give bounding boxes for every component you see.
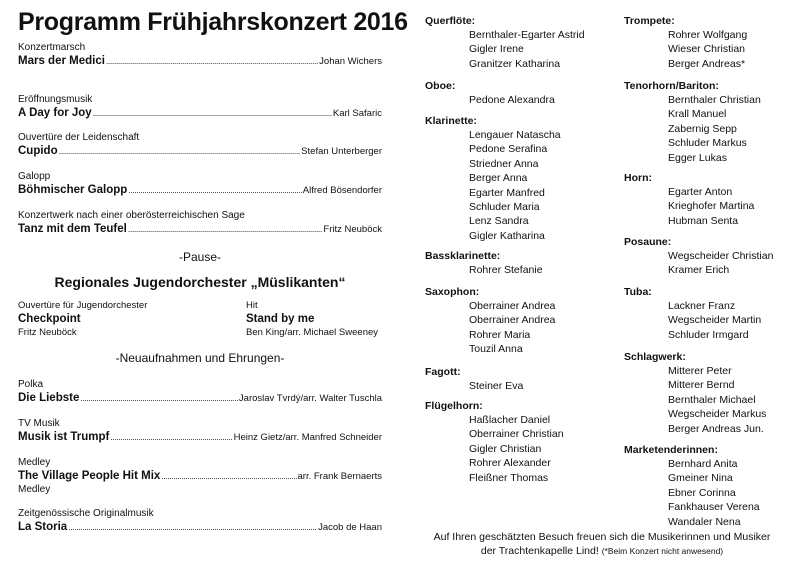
member-name: Rohrer Stefanie <box>469 264 543 276</box>
neuaufnahmen-heading: -Neuaufnahmen und Ehrungen- <box>115 351 285 365</box>
member-name: Egger Lukas <box>668 151 727 164</box>
member-name: Rohrer Maria <box>469 328 531 341</box>
member-name: Bernhard Anita <box>668 458 738 470</box>
member-name: Gigler Irene <box>469 43 524 56</box>
program-item <box>18 508 382 535</box>
member-name: Rohrer Wolfgang <box>668 29 748 41</box>
section-heading: Querflöte: <box>425 15 476 27</box>
piece-category: Konzertmarsch <box>18 42 86 53</box>
member-name: Haßlacher Daniel <box>469 414 551 426</box>
piece-category: Galopp <box>18 171 51 182</box>
member-name: Oberrainer Andrea <box>469 300 556 312</box>
leader-dots <box>106 54 318 68</box>
piece-title: The Village People Hit Mix <box>18 470 161 482</box>
member-name: Fankhauser Verena <box>668 501 760 514</box>
member-name: Lenz Sandra <box>469 215 529 228</box>
member-name: Krall Manuel <box>668 108 727 121</box>
section <box>425 249 543 277</box>
member-name: Bernthaler Christian <box>668 94 761 106</box>
piece-category: Eröffnungsmusik <box>18 94 93 105</box>
piece-category: TV Musik <box>18 418 60 429</box>
section <box>624 285 761 342</box>
piece-category: Ouvertüre für Jugendorchester <box>18 300 148 311</box>
member-name: Wandaler Nena <box>668 515 741 528</box>
leader-dots <box>80 391 238 405</box>
program-item <box>18 171 382 198</box>
piece-composer: Ben King/arr. Michael Sweeney <box>246 327 379 338</box>
section <box>624 171 754 228</box>
section <box>425 14 585 71</box>
piece-composer: Karl Safaric <box>332 108 382 119</box>
member-name: Mitterer Peter <box>668 365 732 377</box>
section <box>425 79 555 107</box>
member-name: Wieser Christian <box>668 43 746 56</box>
program-item <box>18 210 382 237</box>
leader-dots <box>59 144 301 158</box>
member-name: Steiner Eva <box>469 380 524 392</box>
section <box>425 365 523 393</box>
member-name: Granitzer Katharina <box>469 57 561 70</box>
member-name: Schluder Irmgard <box>668 328 749 341</box>
member-name: Gmeiner Nina <box>668 472 733 485</box>
leader-dots <box>110 430 232 444</box>
member-name: Krieghofer Martina <box>668 200 755 213</box>
member-name: Pedone Serafina <box>469 143 548 156</box>
piece-note: Medley <box>18 484 51 495</box>
member-name: Gigler Christian <box>469 442 542 455</box>
piece-composer: Jacob de Haan <box>318 522 382 533</box>
piece-composer: Alfred Bösendorfer <box>302 185 382 196</box>
member-name: Oberrainer Christian <box>469 428 564 441</box>
program-item <box>18 42 382 69</box>
pause-heading: -Pause- <box>178 250 222 264</box>
footer-line-2: der Trachtenkapelle Lind! <box>480 545 599 557</box>
piece-title: A Day for Joy <box>18 107 92 119</box>
piece-category: Hit <box>246 300 258 311</box>
section <box>624 79 761 165</box>
section-heading: Bassklarinette: <box>425 250 501 262</box>
member-name: Oberrainer Andrea <box>469 314 556 327</box>
member-name: Bernthaler-Egarter Astrid <box>469 29 585 41</box>
piece-title: Die Liebste <box>18 392 80 404</box>
leader-dots <box>93 106 332 120</box>
piece-composer: Stefan Unterberger <box>301 146 382 157</box>
member-name: Ebner Corinna <box>668 486 736 499</box>
program-item <box>18 94 382 121</box>
piece-category: Ouvertüre der Leidenschaft <box>18 132 140 143</box>
member-name: Wegscheider Christian <box>668 250 774 262</box>
member-name: Lengauer Natascha <box>469 129 561 141</box>
section <box>624 14 747 71</box>
member-name: Lackner Franz <box>668 300 736 312</box>
member-name: Mitterer Bernd <box>668 379 735 392</box>
leader-dots <box>128 183 302 197</box>
member-name: Gigler Katharina <box>469 229 545 242</box>
member-name: Bernthaler Michael <box>668 393 756 406</box>
section-heading: Oboe: <box>425 80 456 92</box>
section <box>624 350 766 436</box>
program-item <box>18 418 382 445</box>
member-name: Wegscheider Martin <box>668 314 762 327</box>
piece-composer: Fritz Neuböck <box>323 224 382 235</box>
program-item <box>18 132 382 159</box>
member-name: Zabernig Sepp <box>668 122 737 135</box>
piece-composer: Johan Wichers <box>319 56 382 67</box>
member-name: Berger Anna <box>469 172 528 185</box>
section-heading: Posaune: <box>624 236 672 248</box>
section-heading: Tenorhorn/Bariton: <box>624 80 719 92</box>
member-name: Hubman Senta <box>668 214 739 227</box>
leader-dots <box>128 222 323 236</box>
youth-piece <box>246 300 426 339</box>
member-name: Rohrer Alexander <box>469 457 551 470</box>
member-name: Egarter Anton <box>668 186 733 198</box>
section <box>624 235 773 278</box>
section-heading: Fagott: <box>425 366 461 378</box>
piece-category: Konzertwerk nach einer oberösterreichischen Sage <box>18 210 245 221</box>
piece-title: La Storia <box>18 521 68 533</box>
youth-orchestra-heading: Regionales Jugendorchester „Müslikanten“ <box>54 274 346 290</box>
section <box>425 285 555 357</box>
footer-note: (*Beim Konzert nicht anwesend) <box>601 546 724 556</box>
piece-composer: Heinz Gietz/arr. Manfred Schneider <box>233 432 382 443</box>
section-heading: Horn: <box>624 172 652 184</box>
piece-category: Zeitgenössische Originalmusik <box>18 508 154 519</box>
piece-composer: Fritz Neuböck <box>18 327 77 338</box>
member-name: Striedner Anna <box>469 157 539 170</box>
section <box>425 114 561 243</box>
piece-title: Mars der Medici <box>18 55 105 67</box>
program-item <box>18 379 382 406</box>
piece-title: Böhmischer Galopp <box>18 184 128 196</box>
section-heading: Flügelhorn: <box>425 400 483 412</box>
piece-composer: Jaroslav Tvrdý/arr. Walter Tuschla <box>238 393 382 404</box>
member-name: Wegscheider Markus <box>668 408 767 421</box>
section-heading: Trompete: <box>624 15 675 27</box>
member-name: Berger Andreas* <box>668 57 746 70</box>
piece-composer: arr. Frank Bernaerts <box>297 471 382 482</box>
piece-title: Cupido <box>18 145 58 157</box>
member-name: Egarter Manfred <box>469 186 545 199</box>
section <box>425 399 564 485</box>
section-heading: Schlagwerk: <box>624 351 686 363</box>
program-item <box>18 457 382 496</box>
member-name: Schluder Maria <box>469 201 540 214</box>
section-heading: Klarinette: <box>425 115 477 127</box>
section-heading: Tuba: <box>624 286 652 298</box>
footer-message <box>414 530 790 558</box>
member-name: Schluder Markus <box>668 137 747 150</box>
section-heading: Saxophon: <box>425 286 480 298</box>
piece-category: Medley <box>18 457 51 468</box>
piece-category: Polka <box>18 379 44 390</box>
member-name: Berger Andreas Jun. <box>668 422 764 435</box>
section <box>624 443 760 529</box>
member-name: Touzil Anna <box>469 343 523 356</box>
leader-dots <box>161 469 296 483</box>
section-heading: Marketenderinnen: <box>624 444 718 456</box>
member-name: Kramer Erich <box>668 264 730 277</box>
youth-piece <box>18 300 198 339</box>
piece-title: Checkpoint <box>18 313 81 325</box>
leader-dots <box>68 520 317 534</box>
page-title: Programm Frühjahrskonzert 2016 <box>18 8 408 36</box>
member-name: Pedone Alexandra <box>469 94 555 106</box>
piece-title: Stand by me <box>246 313 315 325</box>
member-name: Fleißner Thomas <box>469 471 549 484</box>
footer-line: Auf Ihren geschätzten Besuch freuen sich die Musikerinnen und Musiker <box>433 531 771 543</box>
piece-title: Tanz mit dem Teufel <box>18 223 127 235</box>
piece-title: Musik ist Trumpf <box>18 431 110 443</box>
footer-line <box>414 544 790 558</box>
